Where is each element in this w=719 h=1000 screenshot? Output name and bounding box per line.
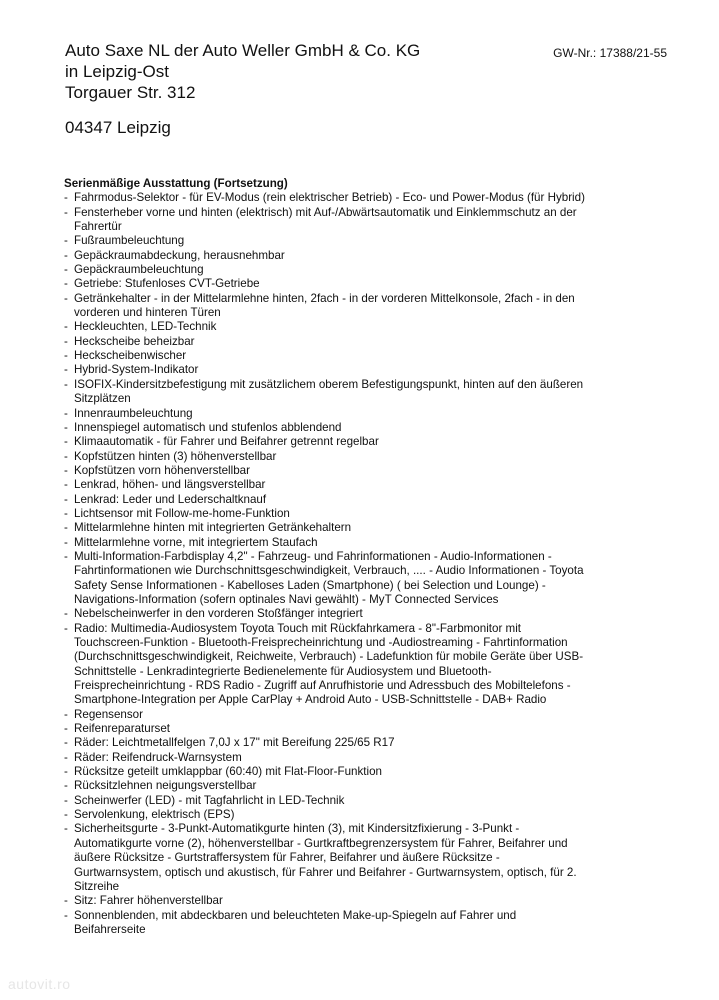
list-item: - Fußraumbeleuchtung [64,234,590,248]
list-item: - Regensensor [64,708,590,722]
list-item: - Fahrmodus-Selektor - für EV-Modus (rein elektrischer Betrieb) - Eco- und Power-Modus (für Hybrid) [64,191,590,205]
list-item: - Fensterheber vorne und hinten (elektrisch) mit Auf-/Abwärtsautomatik und Einklemmschutz an der Fahrertür [64,206,590,235]
list-item: - Gepäckraumabdeckung, herausnehmbar [64,249,590,263]
list-item: - Radio: Multimedia-Audiosystem Toyota Touch mit Rückfahrkamera - 8"-Farbmonitor mit Touchscreen-Funktion - Bluetooth-Freisprecheinrichtung und -Audiostreaming - Fahrtinformation (Durchschnittsgeschwindigkeit, Reichweite, Verbrauch) - Ladefunktion für mobile Geräte über USB-Schnittstelle - Lenkradintegrierte Bedienelemente für Audiosystem und Bluetooth-Freisprecheinrichtung - RDS Radio - Zugriff auf Anrufhistorie und Adressbuch des Mobiltelefons - Smartphone-Integration per Apple CarPlay + Android Auto - USB-Schnittstelle - DAB+ Radio [64,622,590,708]
list-item: - Servolenkung, elektrisch (EPS) [64,808,590,822]
address-postal-city: 04347 Leipzig [65,118,171,137]
equipment-section [64,177,590,937]
list-item: - Kopfstützen vorn höhenverstellbar [64,464,590,478]
list-item: - Nebelscheinwerfer in den vorderen Stoßfänger integriert [64,607,590,621]
list-item: - Lichtsensor mit Follow-me-home-Funktion [64,507,590,521]
list-item: - ISOFIX-Kindersitzbefestigung mit zusätzlichem oberem Befestigungspunkt, hinten auf den äußeren Sitzplätzen [64,378,590,407]
list-item: - Gepäckraumbeleuchtung [64,263,590,277]
list-item: - Lenkrad, höhen- und längsverstellbar [64,478,590,492]
gw-number: GW-Nr.: 17388/21-55 [553,46,667,60]
list-item: - Heckleuchten, LED-Technik [64,320,590,334]
list-item: - Kopfstützen hinten (3) höhenverstellbar [64,450,590,464]
list-item: - Mittelarmlehne hinten mit integrierten Getränkehaltern [64,521,590,535]
list-item: - Heckscheibe beheizbar [64,335,590,349]
list-item: - Klimaautomatik - für Fahrer und Beifahrer getrennt regelbar [64,435,590,449]
list-item: - Räder: Leichtmetallfelgen 7,0J x 17" mit Bereifung 225/65 R17 [64,736,590,750]
equipment-list [64,191,590,937]
section-title: Serienmäßige Ausstattung (Fortsetzung) [64,177,288,190]
list-item: - Sonnenblenden, mit abdeckbaren und beleuchteten Make-up-Spiegeln auf Fahrer und Beifahrerseite [64,909,590,938]
dealer-address [65,40,420,138]
list-item: - Hybrid-System-Indikator [64,363,590,377]
list-item: - Scheinwerfer (LED) - mit Tagfahrlicht in LED-Technik [64,794,590,808]
list-item: - Lenkrad: Leder und Lederschaltknauf [64,493,590,507]
list-item: - Getränkehalter - in der Mittelarmlehne hinten, 2fach - in der vorderen Mittelkonsole, 2fach - in den vorderen und hinteren Türen [64,292,590,321]
list-item: - Reifenreparaturset [64,722,590,736]
list-item: - Räder: Reifendruck-Warnsystem [64,751,590,765]
list-item: - Innenraumbeleuchtung [64,407,590,421]
list-item: - Multi-Information-Farbdisplay 4,2" - Fahrzeug- und Fahrinformationen - Audio-Informationen - Fahrtinformationen wie Durchschnittsgeschwindigkeit, Verbrauch, .... - Audio Informationen - Toyota Safety Sense Informationen - Kabelloses Laden (Smartphone) ( bei Selection und Lounge) - Navigations-Information (sofern optinales Navi gewählt) - MyT Connected Services [64,550,590,607]
watermark-logo: autovit.ro [8,976,71,992]
list-item: - Sitz: Fahrer höhenverstellbar [64,894,590,908]
address-line-location: in Leipzig-Ost [65,62,169,81]
address-line-street: Torgauer Str. 312 [65,83,196,102]
list-item: - Heckscheibenwischer [64,349,590,363]
list-item: - Sicherheitsgurte - 3-Punkt-Automatikgurte hinten (3), mit Kindersitzfixierung - 3-Punkt -Automatikgurte vorne (2), höhenverstellbar - Gurtkraftbegrenzersystem für Fahrer, Beifahrer und äußere Rücksitze - Gurtstraffersystem für Fahrer, Beifahrer und äußere Rücksitze - Gurtwarnsystem, optisch und akustisch, für Fahrer und Beifahrer - Gurtwarnsystem, optisch, für 2. Sitzreihe [64,822,590,894]
list-item: - Rücksitze geteilt umklappbar (60:40) mit Flat-Floor-Funktion [64,765,590,779]
address-line-company: Auto Saxe NL der Auto Weller GmbH & Co. KG [65,41,421,60]
list-item: - Getriebe: Stufenloses CVT-Getriebe [64,277,590,291]
list-item: - Mittelarmlehne vorne, mit integriertem Staufach [64,536,590,550]
list-item: - Rücksitzlehnen neigungsverstellbar [64,779,590,793]
list-item: - Innenspiegel automatisch und stufenlos abblendend [64,421,590,435]
